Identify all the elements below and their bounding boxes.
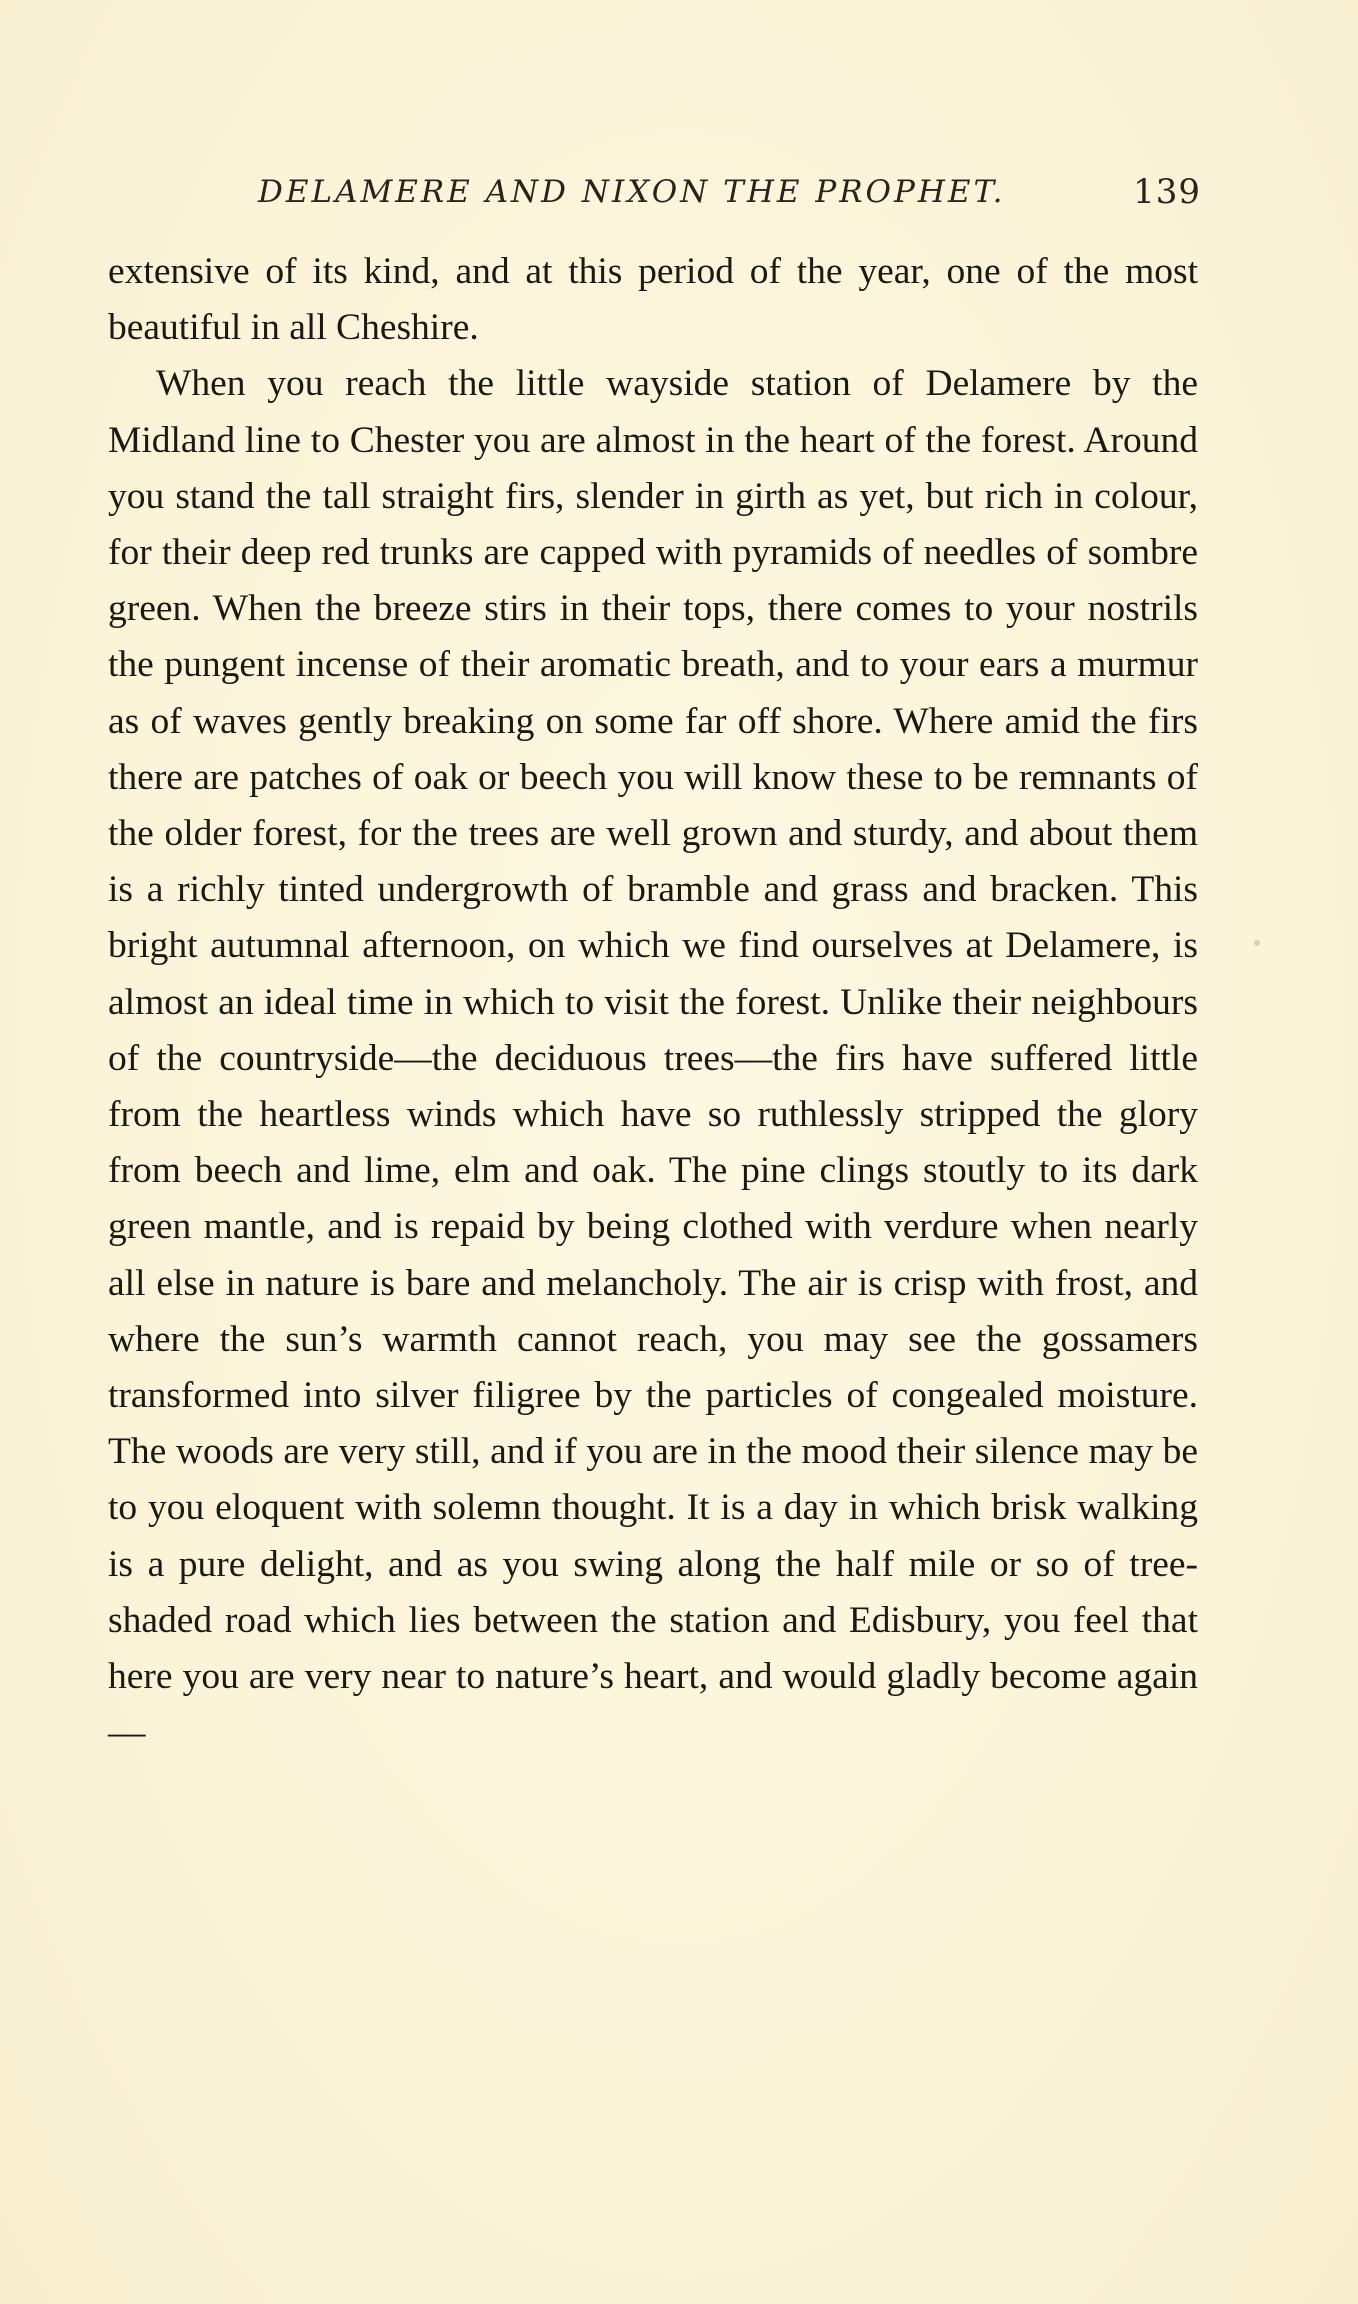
page-number: 139 xyxy=(1133,172,1201,212)
paragraph-continuation: extensive of its kind, and at this period of the year, one of the most beautiful in all Cheshire. xyxy=(108,251,1198,349)
paragraph-delamere-station: When you reach the little wayside station of Delamere by the Midland line to Chester you are almost in the heart of the forest. Around you stand the tall straight firs, slender in girth as yet, but rich in colour, for their deep red trunks are capped with pyramids of needles of sombre green. When the breeze stirs in their tops, there comes to your nostrils the pungent incense of their aromatic breath, and to your ears a murmur as of waves gently breaking on some far off shore. Where amid the firs there are patches of oak or beech you will know these to be remnants of the older forest, for the trees are well grown and sturdy, and about them is a richly tinted undergrowth of bramble and grass and bracken. This bright autumnal afternoon, on which we find ourselves at Delamere, is almost an ideal time in which to visit the forest. Unlike their neighbours of the countryside—the deciduous trees—the firs have suffered little from the heartless winds which have so ruthlessly stripped the glory from beech and lime, elm and oak. The pine clings stoutly to its dark green mantle, and is repaid by being clothed with verdure when nearly all else in nature is bare and melancholy. The air is crisp with frost, and where the sun’s warmth cannot reach, you may see the gossamers transformed into silver filigree by the particles of congealed moisture. The woods are very still, and if you are in the mood their silence may be to you eloquent with solemn thought. It is a day in which brisk walking is a pure delight, and as you swing along the half mile or so of tree-shaded road which lies between the station and Edisbury, you feel that here you are very near to nature’s heart, and would gladly become again— xyxy=(108,363,1198,1754)
paper-speck xyxy=(1254,940,1260,946)
running-head-title: DELAMERE AND NIXON THE PROPHET. xyxy=(258,174,1006,210)
running-head xyxy=(258,168,1201,220)
body-text xyxy=(108,244,1198,1761)
